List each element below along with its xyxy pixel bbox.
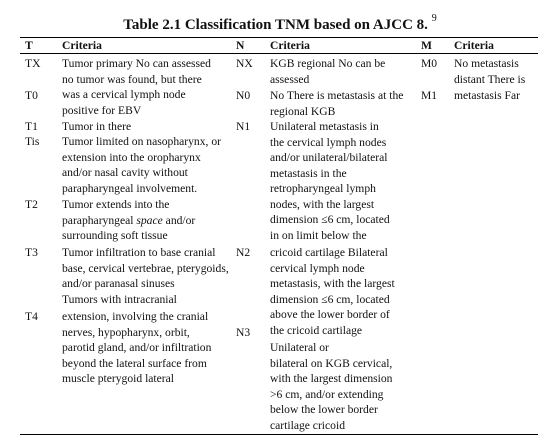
m-criteria-m0 (454, 56, 525, 87)
n-criteria-n1 (270, 119, 390, 243)
t-criteria-line: extension into the oropharynx (62, 150, 201, 164)
n-criteria-n3 (270, 340, 392, 433)
t-criteria-line: surrounding soft tissue (62, 229, 168, 242)
n-criteria-line: dimension ≤6 cm, located (270, 292, 390, 306)
n-criteria-line: retropharyngeal lymph (270, 182, 376, 195)
m-criteria-m1 (454, 88, 520, 104)
t-criteria-line: and/or nasal cavity without (62, 166, 188, 179)
header-m-criteria: Criteria (454, 39, 494, 52)
n-criteria-line: and/or unilateral/bilateral (270, 151, 388, 164)
n-criteria-nx (270, 56, 385, 87)
t-criteria-line: Tumor primary No can assessed (62, 57, 211, 70)
n-criteria-line: in on limit below the (270, 228, 367, 242)
t-criteria-line: Tumor limited on nasopharynx, or (62, 135, 221, 148)
n-code-nx: NX (236, 57, 253, 70)
t-code-t0: T0 (25, 89, 38, 102)
t-code-t2: T2 (25, 198, 38, 211)
n-criteria-line: cartilage cricoid (270, 418, 345, 432)
n-criteria-line: cervical lymph node (270, 261, 365, 275)
t-code-t3: T3 (25, 246, 38, 259)
n-criteria-line: bilateral on KGB cervical, (270, 356, 393, 370)
t-code-tx: TX (25, 57, 41, 70)
t-criteria-line (62, 213, 195, 229)
n-criteria-line: Unilateral or (270, 341, 329, 354)
t-criteria-t0 (62, 103, 141, 119)
t-criteria-line: nerves, hypopharynx, orbit, (62, 325, 190, 339)
t-criteria-line: no tumor was found, but there (62, 72, 202, 86)
t-criteria-tx (62, 56, 211, 103)
n-code-n3: N3 (236, 326, 251, 339)
n-criteria-line: nodes, with the largest (270, 197, 375, 211)
table-number: Table 2.1 (123, 17, 182, 33)
t-criteria-line: Tumor in there (62, 120, 132, 133)
n-criteria-line: the cervical lymph nodes (270, 135, 387, 149)
m-code-m1: M1 (421, 89, 438, 102)
t-criteria-text: and/or (162, 213, 196, 227)
n-code-n0: N0 (236, 89, 251, 102)
n-criteria-line: cricoid cartilage Bilateral (270, 246, 388, 259)
m-code-m0: M0 (421, 57, 438, 70)
n-criteria-line: metastasis, with the largest (270, 277, 395, 290)
header-n: N (236, 39, 245, 52)
n-criteria-line: below the lower border (270, 403, 378, 416)
header-n-criteria: Criteria (270, 39, 310, 52)
t-criteria-t1 (62, 119, 131, 135)
t-criteria-italic: space (136, 213, 163, 227)
table-title: Classification TNM based on AJCC 8. (184, 17, 428, 33)
reference-number: 9 (431, 13, 437, 24)
n-criteria-line: with the largest dimension (270, 372, 393, 385)
n-criteria-line: >6 cm, and/or extending (270, 387, 384, 401)
n-criteria-line: assessed (270, 72, 310, 86)
t-criteria-t3 (62, 245, 229, 307)
n-criteria-line: metastasis in the (270, 166, 347, 180)
t-criteria-line: Tumor extends into the (62, 198, 170, 211)
t-criteria-line: parotid gland, and/or infiltration (62, 341, 212, 354)
t-criteria-line: was a cervical lymph node (62, 88, 186, 101)
n-code-n2: N2 (236, 246, 251, 259)
t-criteria-line: parapharyngeal involvement. (62, 181, 198, 195)
t-criteria-line: and/or paranasal sinuses (62, 277, 175, 290)
header-t-criteria: Criteria (62, 39, 102, 52)
t-code-t1: T1 (25, 120, 38, 133)
t-criteria-line: positive for EBV (62, 104, 142, 117)
t-criteria-line: base, cervical vertebrae, pterygoids, (62, 261, 229, 275)
t-criteria-tis (62, 134, 221, 196)
t-criteria-text: parapharyngeal (62, 213, 134, 227)
n-criteria-line: above the lower border of (270, 308, 390, 321)
n-criteria-line: KGB regional No can be (270, 57, 386, 70)
n-criteria-n0 (270, 88, 403, 119)
t-criteria-line: extension, involving the cranial (62, 310, 209, 323)
n-criteria-n2 (270, 245, 395, 338)
t-code-t4: T4 (25, 310, 38, 323)
n-criteria-line: regional KGB (270, 104, 336, 118)
t-criteria-line: muscle pterygoid lateral (62, 372, 175, 385)
n-criteria-line: the cricoid cartilage (270, 323, 363, 337)
t-criteria-line: beyond the lateral surface from (62, 356, 207, 370)
t-criteria-line: Tumors with intracranial (62, 292, 177, 306)
m-criteria-line: No metastasis (454, 57, 519, 70)
header-m: M (421, 39, 432, 52)
n-criteria-line: No There is metastasis at the (270, 89, 404, 102)
n-criteria-line: Unilateral metastasis in (270, 120, 379, 133)
header-t: T (25, 39, 33, 52)
t-criteria-t4 (62, 309, 211, 387)
table-caption (0, 12, 560, 34)
t-code-tis: Tis (25, 135, 40, 148)
n-criteria-line: dimension ≤6 cm, located (270, 213, 390, 226)
t-criteria-line: Tumor infiltration to base cranial (62, 246, 216, 259)
m-criteria-line: metastasis Far (454, 89, 521, 102)
m-criteria-line: distant There is (454, 72, 526, 86)
t-criteria-t2 (62, 197, 195, 244)
n-code-n1: N1 (236, 120, 251, 133)
